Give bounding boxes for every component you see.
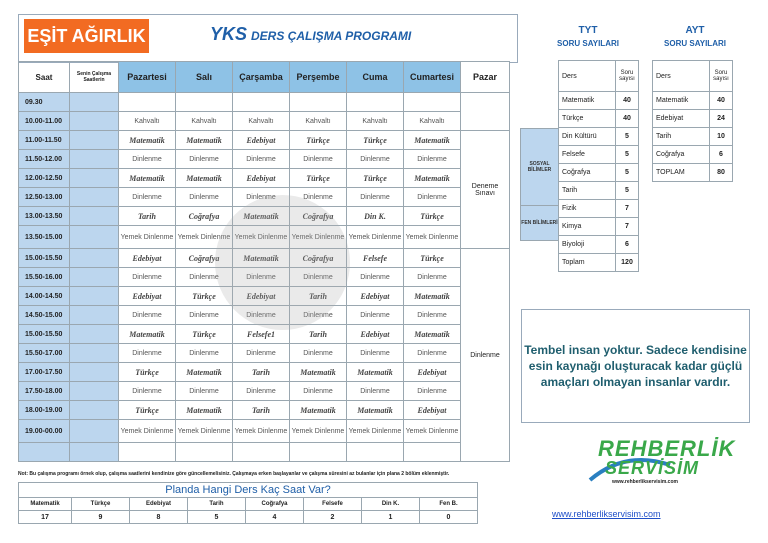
day-header: Pazar [461,62,510,93]
tyt-ders: Türkçe [559,110,616,128]
logo-line2: SERVİSİM [605,458,700,478]
tyt-row [559,200,639,218]
schedule-cell [347,93,404,112]
day-header: Cuma [347,62,404,93]
own-hours-cell[interactable] [70,325,119,344]
tyt-count: 5 [616,146,639,164]
hour-cell: 14.50-15.00 [19,306,70,325]
col-saat: Saat [19,62,70,93]
schedule-cell [404,443,461,462]
ayt-col-soru: Soru sayısı [710,61,733,92]
hour-cell: 15.50-17.00 [19,344,70,363]
own-hours-cell[interactable] [70,306,119,325]
schedule-cell: Dinlenme [290,268,347,287]
day-header: Perşembe [290,62,347,93]
schedule-cell: Dinlenme [233,268,290,287]
schedule-cell [119,93,176,112]
schedule-cell: Dinlenme [176,306,233,325]
tyt-ders: Kimya [559,218,616,236]
hour-cell: 15.00-15.50 [19,249,70,268]
schedule-cell: Tarih [290,325,347,344]
schedule-cell: Türkçe [347,169,404,188]
tyt-table [558,60,639,272]
own-hours-cell[interactable] [70,188,119,207]
ayt-table [652,60,733,182]
schedule-table [18,61,510,462]
schedule-cell: Türkçe [119,363,176,382]
ayt-row [653,110,733,128]
planning-value: 2 [304,511,362,524]
schedule-row [19,344,510,363]
ayt-count: 80 [710,164,733,182]
tyt-row [559,110,639,128]
schedule-cell: Matematik [233,207,290,226]
schedule-cell: Edebiyat [119,249,176,268]
hour-cell: 17.50-18.00 [19,382,70,401]
schedule-cell: Yemek Dinlenme [119,226,176,249]
schedule-row [19,188,510,207]
hour-cell: 12.00-12.50 [19,169,70,188]
schedule-cell [347,443,404,462]
schedule-cell: Dinlenme [176,268,233,287]
schedule-cell: Dinlenme [233,382,290,401]
tyt-count: 40 [616,92,639,110]
schedule-cell: Yemek Dinlenme [290,226,347,249]
own-hours-cell[interactable] [70,93,119,112]
tyt-count: 6 [616,236,639,254]
tyt-row [559,164,639,182]
schedule-row [19,287,510,306]
schedule-row [19,382,510,401]
hour-cell: 11.00-11.50 [19,131,70,150]
schedule-cell: Dinlenme [404,188,461,207]
own-hours-cell[interactable] [70,382,119,401]
own-hours-cell[interactable] [70,169,119,188]
tyt-heading-2: SORU SAYILARI [557,39,619,48]
tyt-count: 7 [616,200,639,218]
schedule-cell: Dinlenme [233,306,290,325]
hour-cell: 13.00-13.50 [19,207,70,226]
motto-box [521,309,750,423]
schedule-cell: Dinlenme [347,344,404,363]
schedule-cell: Yemek Dinlenme [404,226,461,249]
hour-cell [19,443,70,462]
planning-label: Matematik [19,498,72,511]
schedule-row [19,268,510,287]
schedule-cell: Dinlenme [290,306,347,325]
hour-cell: 14.00-14.50 [19,287,70,306]
schedule-row [19,112,510,131]
schedule-cell: Matematik [119,131,176,150]
schedule-cell [290,93,347,112]
tyt-row [559,92,639,110]
tyt-ders: Fizik [559,200,616,218]
planning-value: 0 [420,511,478,524]
schedule-cell [176,93,233,112]
schedule-cell: Coğrafya [290,249,347,268]
schedule-cell: Türkçe [404,207,461,226]
tyt-count: 7 [616,218,639,236]
schedule-row [19,363,510,382]
schedule-cell: Dinlenme [176,150,233,169]
schedule-cell: Yemek Dinlenme [176,420,233,443]
schedule-cell: Dinlenme [176,344,233,363]
planning-value: 8 [130,511,188,524]
schedule-cell: Dinlenme [404,150,461,169]
schedule-cell: Edebiyat [347,287,404,306]
tyt-ders: Coğrafya [559,164,616,182]
schedule-cell: Türkçe [347,131,404,150]
tyt-count: 5 [616,164,639,182]
planning-value: 9 [72,511,130,524]
schedule-cell: Matematik [290,363,347,382]
day-header: Çarşamba [233,62,290,93]
hour-cell: 10.00-11.00 [19,112,70,131]
ayt-ders: Tarih [653,128,710,146]
schedule-cell: Dinlenme [404,344,461,363]
schedule-row [19,249,510,268]
schedule-cell: Türkçe [176,325,233,344]
tyt-count: 5 [616,182,639,200]
schedule-cell: Kahvaltı [119,112,176,131]
esit-agirlik-badge: EŞİT AĞIRLIK [24,19,149,53]
website-link[interactable]: www.rehberlikservisim.com [552,509,661,519]
schedule-cell: Tarih [233,401,290,420]
schedule-row [19,226,510,249]
schedule-cell: Coğrafya [176,207,233,226]
hour-cell: 19.00-00.00 [19,420,70,443]
ayt-ders: Coğrafya [653,146,710,164]
schedule-cell: Matematik [404,169,461,188]
ayt-row [653,128,733,146]
sunday-rest-cell: Dinlenme [461,249,510,462]
own-hours-cell[interactable] [70,150,119,169]
schedule-cell: Matematik [233,249,290,268]
schedule-cell: Matematik [290,401,347,420]
schedule-cell: Din K. [347,207,404,226]
hour-cell: 15.00-15.50 [19,325,70,344]
motto-text: Tembel insan yoktur. Sadece kendisine esin kaynağı oluşturacak kadar güçlü amaçları olmayan insanlar vardır. [524,343,747,389]
schedule-row [19,169,510,188]
page-title [210,24,411,45]
schedule-cell: Felsefe [347,249,404,268]
planning-label: Türkçe [72,498,130,511]
sunday-exam-cell: Deneme Sınavı [461,131,510,249]
schedule-cell: Yemek Dinlenme [347,420,404,443]
schedule-cell: Dinlenme [176,382,233,401]
planning-value: 5 [188,511,246,524]
schedule-cell: Yemek Dinlenme [176,226,233,249]
ayt-heading [650,24,740,50]
hour-cell: 11.50-12.00 [19,150,70,169]
own-hours-cell[interactable] [70,131,119,150]
ayt-col-ders: Ders [653,61,710,92]
schedule-cell: Coğrafya [290,207,347,226]
schedule-cell [233,93,290,112]
schedule-cell: Matematik [176,363,233,382]
own-hours-cell[interactable] [70,344,119,363]
schedule-cell: Dinlenme [119,268,176,287]
schedule-row [19,443,510,462]
own-hours-cell[interactable] [70,287,119,306]
own-hours-cell[interactable] [70,363,119,382]
schedule-cell: Dinlenme [347,150,404,169]
tyt-ders: Tarih [559,182,616,200]
schedule-cell: Edebiyat [233,169,290,188]
col-own-hours: Senin Çalışma Saatlerin [70,62,119,93]
ayt-row [653,146,733,164]
schedule-header-row [19,62,510,93]
schedule-cell: Yemek Dinlenme [233,420,290,443]
logo-subtext: www.rehberlikservisim.com [612,479,678,485]
schedule-cell: Dinlenme [119,188,176,207]
schedule-cell [404,93,461,112]
hour-cell: 15.50-16.00 [19,268,70,287]
schedule-cell: Dinlenme [233,188,290,207]
tyt-ders: Matematik [559,92,616,110]
ayt-row [653,92,733,110]
tyt-row [559,218,639,236]
schedule-cell: Yemek Dinlenme [404,420,461,443]
schedule-row [19,325,510,344]
schedule-cell: Dinlenme [176,188,233,207]
schedule-cell: Dinlenme [290,344,347,363]
schedule-cell: Dinlenme [233,150,290,169]
day-header: Cumartesi [404,62,461,93]
day-header: Salı [176,62,233,93]
schedule-cell: Tarih [290,287,347,306]
planning-value: 17 [19,511,72,524]
sunday-cell [461,93,510,131]
schedule-cell: Edebiyat [233,287,290,306]
planning-label: Din K. [362,498,420,511]
schedule-cell: Edebiyat [119,287,176,306]
ayt-heading-1: AYT [685,25,705,36]
schedule-cell: Dinlenme [290,150,347,169]
schedule-cell: Kahvaltı [290,112,347,131]
schedule-cell: Matematik [119,325,176,344]
planning-label: Felsefe [304,498,362,511]
schedule-cell: Tarih [119,207,176,226]
tyt-heading [540,24,636,50]
ayt-row [653,164,733,182]
schedule-cell: Kahvaltı [404,112,461,131]
tyt-row [559,254,639,272]
schedule-cell: Türkçe [176,287,233,306]
schedule-cell: Tarih [233,363,290,382]
own-hours-cell[interactable] [70,268,119,287]
own-hours-cell[interactable] [70,207,119,226]
schedule-cell: Türkçe [290,131,347,150]
planning-label: Tarih [188,498,246,511]
schedule-cell: Edebiyat [347,325,404,344]
tyt-count: 40 [616,110,639,128]
hour-cell: 17.00-17.50 [19,363,70,382]
schedule-cell [119,443,176,462]
tyt-ders: Biyoloji [559,236,616,254]
planning-label: Fen B. [420,498,478,511]
schedule-cell: Türkçe [290,169,347,188]
schedule-cell: Edebiyat [404,363,461,382]
own-hours-cell[interactable] [70,249,119,268]
title-subtitle: DERS ÇALIŞMA PROGRAMI [251,29,412,43]
schedule-cell: Dinlenme [347,268,404,287]
planning-table [18,482,478,524]
ayt-ders: Matematik [653,92,710,110]
hour-cell: 12.50-13.00 [19,188,70,207]
schedule-cell: Dinlenme [233,344,290,363]
schedule-cell: Dinlenme [119,306,176,325]
schedule-cell: Matematik [176,401,233,420]
group-fen: FEN BİLİMLERİ [520,205,559,241]
schedule-cell: Matematik [347,401,404,420]
schedule-cell: Türkçe [404,249,461,268]
schedule-cell: Yemek Dinlenme [233,226,290,249]
tyt-col-ders: Ders [559,61,616,92]
schedule-cell: Dinlenme [119,150,176,169]
day-header: Pazartesi [119,62,176,93]
schedule-row [19,93,510,112]
schedule-row [19,401,510,420]
own-hours-cell[interactable] [70,112,119,131]
tyt-ders: Din Kültürü [559,128,616,146]
schedule-cell: Dinlenme [404,306,461,325]
ayt-ders: Edebiyat [653,110,710,128]
group-sosyal: SOSYAL BİLİMLER [520,128,559,206]
schedule-cell: Felsefe1 [233,325,290,344]
tyt-heading-1: TYT [578,25,598,36]
logo-line1: REHBERLİK [598,436,736,461]
schedule-cell: Dinlenme [404,382,461,401]
schedule-row [19,420,510,443]
tyt-col-soru: Soru sayısı [616,61,639,92]
schedule-cell [233,443,290,462]
schedule-cell [176,443,233,462]
hour-cell: 09.30 [19,93,70,112]
schedule-cell: Coğrafya [176,249,233,268]
schedule-cell: Dinlenme [404,268,461,287]
tyt-row [559,146,639,164]
planning-label: Edebiyat [130,498,188,511]
schedule-row [19,150,510,169]
ayt-count: 6 [710,146,733,164]
schedule-cell: Dinlenme [119,382,176,401]
schedule-cell: Matematik [404,325,461,344]
schedule-cell: Yemek Dinlenme [347,226,404,249]
schedule-cell: Kahvaltı [176,112,233,131]
schedule-cell: Matematik [347,363,404,382]
schedule-cell: Kahvaltı [347,112,404,131]
schedule-cell: Edebiyat [404,401,461,420]
ayt-count: 24 [710,110,733,128]
tyt-ders: Felsefe [559,146,616,164]
hour-cell: 18.00-19.00 [19,401,70,420]
note-text: Not: Bu çalışma programı örnek olup, çalışma saatlerini kendinize göre güncellemelisiniz. Çalışmaya erken başlayanlar ve çalışma süresini az bulanlar için plana 2 bölüm eklenmiştir. [18,471,450,477]
ayt-heading-2: SORU SAYILARI [664,39,726,48]
own-hours-cell[interactable] [70,443,119,462]
schedule-row [19,131,510,150]
schedule-cell: Kahvaltı [233,112,290,131]
schedule-row [19,306,510,325]
schedule-cell: Dinlenme [290,382,347,401]
schedule-cell: Matematik [176,131,233,150]
planning-labels-row [19,498,478,511]
schedule-cell: Dinlenme [347,306,404,325]
ayt-count: 40 [710,92,733,110]
schedule-cell: Türkçe [119,401,176,420]
schedule-cell: Dinlenme [290,188,347,207]
tyt-ders: Toplam [559,254,616,272]
tyt-row [559,182,639,200]
schedule-cell [290,443,347,462]
planning-value: 4 [246,511,304,524]
hour-cell: 13.50-15.00 [19,226,70,249]
tyt-count: 5 [616,128,639,146]
schedule-cell: Matematik [176,169,233,188]
schedule-cell: Matematik [404,131,461,150]
own-hours-cell[interactable] [70,401,119,420]
title-yks: YKS [210,24,248,44]
schedule-cell: Dinlenme [347,188,404,207]
ayt-ders: TOPLAM [653,164,710,182]
tyt-row [559,236,639,254]
planning-values-row [19,511,478,524]
planning-label: Coğrafya [246,498,304,511]
planning-title: Planda Hangi Ders Kaç Saat Var? [19,483,478,498]
schedule-cell: Dinlenme [347,382,404,401]
planning-value: 1 [362,511,420,524]
schedule-row [19,207,510,226]
tyt-count: 120 [616,254,639,272]
schedule-cell: Matematik [119,169,176,188]
own-hours-cell[interactable] [70,420,119,443]
schedule-cell: Dinlenme [119,344,176,363]
own-hours-cell[interactable] [70,226,119,249]
schedule-cell: Yemek Dinlenme [119,420,176,443]
tyt-row [559,128,639,146]
schedule-cell: Yemek Dinlenme [290,420,347,443]
schedule-cell: Edebiyat [233,131,290,150]
schedule-cell: Matematik [404,287,461,306]
ayt-count: 10 [710,128,733,146]
